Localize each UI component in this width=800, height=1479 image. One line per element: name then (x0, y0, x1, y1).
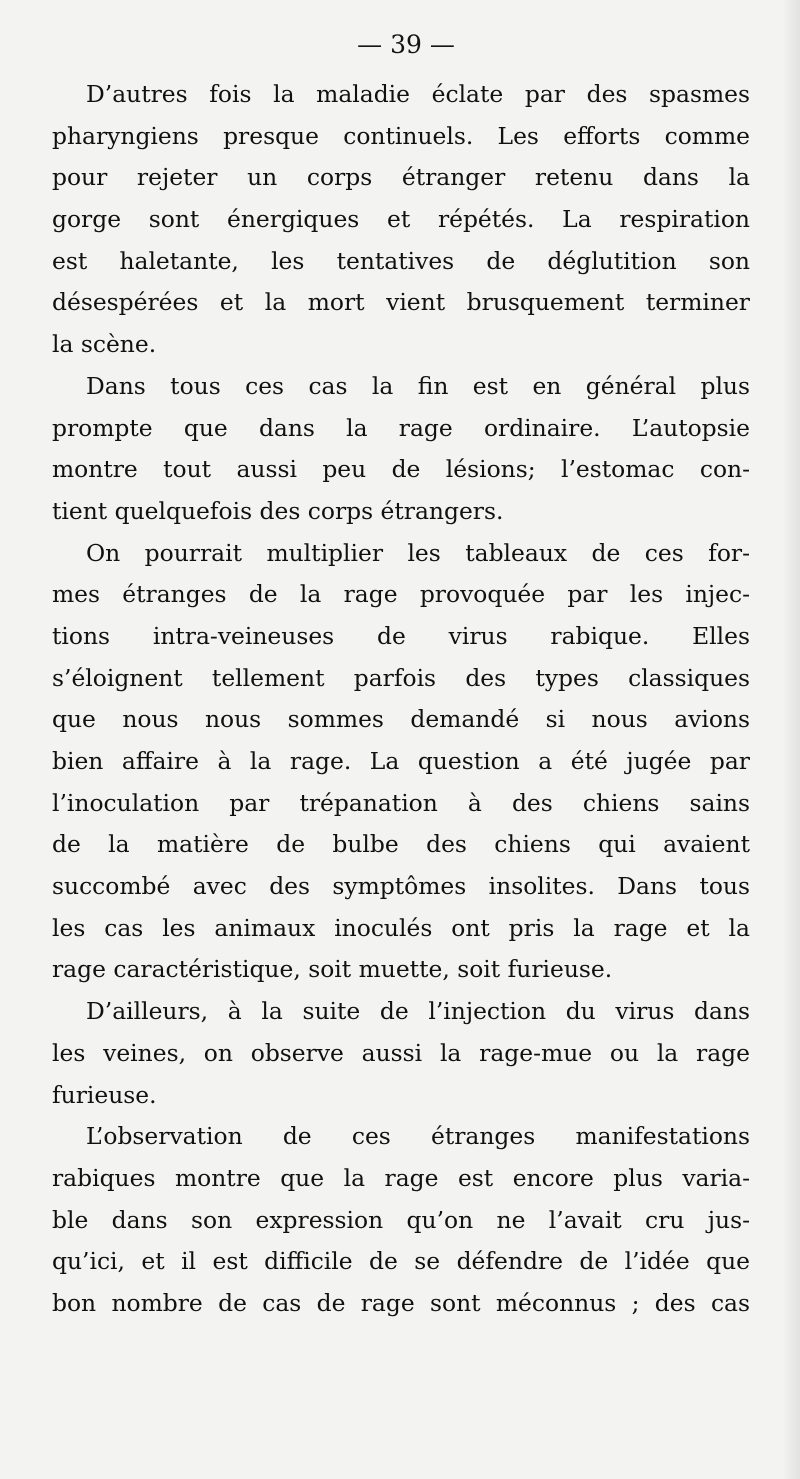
text-line: pour rejeter un corps étranger retenu dans la (52, 163, 750, 192)
text-line: bien affaire à la rage. La question a été jugée par (52, 747, 750, 775)
text-line: l’inoculation par trépanation à des chiens sains (52, 788, 750, 817)
text-line: la scène. (52, 330, 157, 359)
text-line: de la matière de bulbe des chiens qui avaient (52, 830, 750, 859)
text-line: qu’ici, et il est difficile de se défendre de l’idée que (52, 1247, 750, 1276)
text-line: gorge sont énergiques et répétés. La respiration (52, 205, 750, 234)
text-line: L’observation de ces étranges manifestations (86, 1122, 750, 1151)
text-line: On pourrait multiplier les tableaux de ces for- (86, 538, 750, 567)
text-line: D’autres fois la maladie éclate par des spasmes (86, 80, 750, 108)
text-line: furieuse. (52, 1080, 157, 1109)
text-line: succombé avec des symptômes insolites. Dans tous (52, 872, 750, 901)
page-edge-shadow (782, 0, 800, 1479)
text-line: tient quelquefois des corps étrangers. (52, 496, 504, 525)
text-line: mes étranges de la rage provoquée par les injec- (52, 580, 750, 609)
text-line: est haletante, les tentatives de déglutition son (52, 246, 750, 275)
text-line: D’ailleurs, à la suite de l’injection du virus dans (86, 997, 750, 1026)
text-line: rabiques montre que la rage est encore plus varia- (52, 1163, 750, 1192)
text-line: que nous nous sommes demandé si nous avions (52, 705, 750, 734)
page-number: — 39 — (357, 30, 455, 59)
body-text (52, 74, 750, 1325)
text-line: ble dans son expression qu’on ne l’avait cru jus- (52, 1205, 750, 1234)
text-line: montre tout aussi peu de lésions; l’estomac con- (52, 455, 750, 484)
text-line: rage caractéristique, soit muette, soit furieuse. (52, 955, 613, 984)
text-line: tions intra-veineuses de virus rabique. Elles (52, 621, 750, 650)
text-line: bon nombre de cas de rage sont méconnus ; des cas (52, 1288, 750, 1317)
text-line: pharyngiens presque continuels. Les efforts comme (52, 121, 750, 150)
text-line: s’éloignent tellement parfois des types classiques (52, 663, 750, 692)
text-line: désespérées et la mort vient brusquement terminer (52, 288, 750, 317)
text-line: Dans tous ces cas la fin est en général plus (86, 371, 750, 400)
text-line: les cas les animaux inoculés ont pris la rage et la (52, 913, 750, 942)
text-line: prompte que dans la rage ordinaire. L’autopsie (52, 413, 750, 442)
text-line: les veines, on observe aussi la rage-mue ou la rage (52, 1038, 750, 1067)
